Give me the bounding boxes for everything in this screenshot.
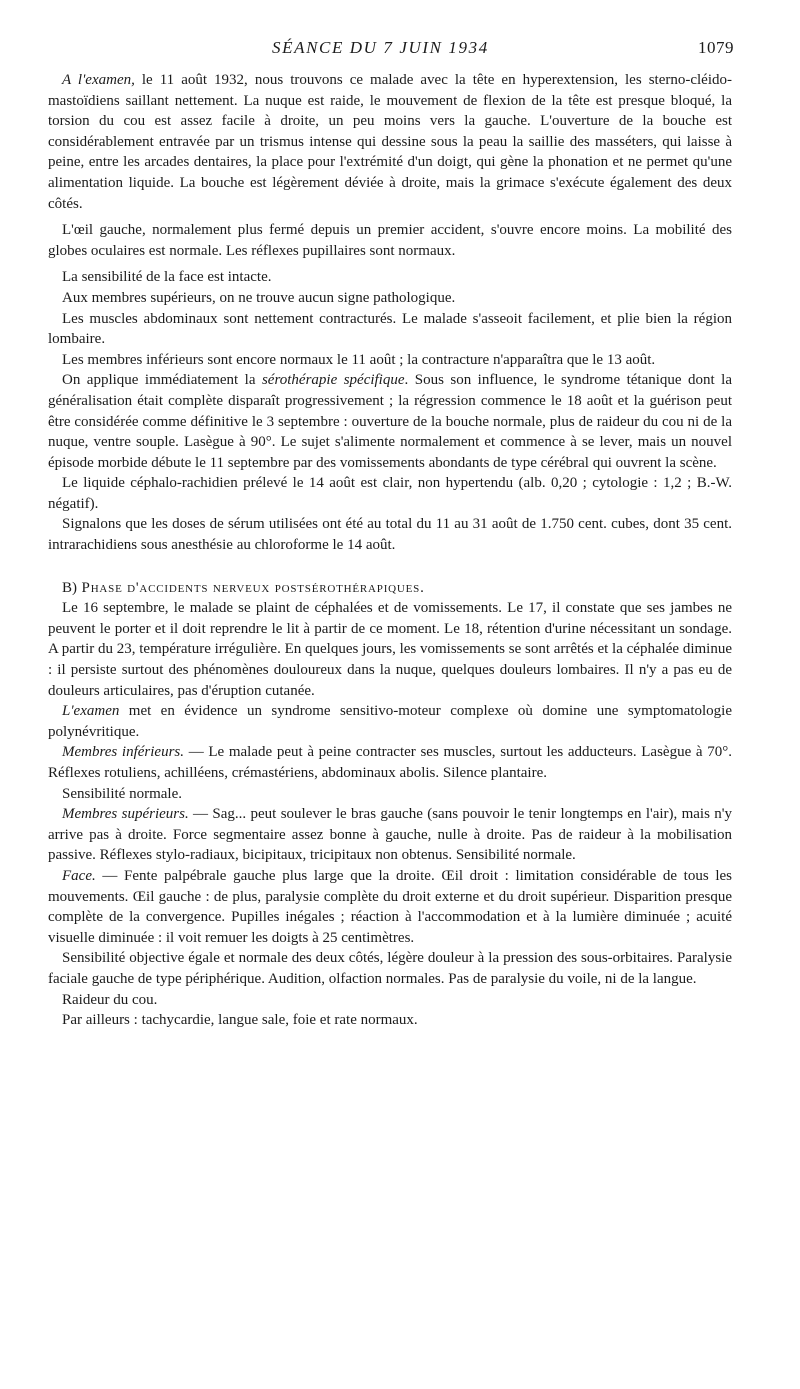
- paragraph-examen: [48, 70, 732, 214]
- paragraph-text: le 11 août 1932, nous trouvons ce malade avec la tête en hyperextension, les sterno-cléido-mastoïdiens saillant nettement. La nuque est raide, le mouvement de flexion de la tête est presque bloqué, la torsion du cou est assez facile à droite, un peu moins vers la gauche. L'ouverture de la bouche est considérablement entravée par un trismus intense qui dessine sous la peau la saillie des masséters, qui laisse à peine, entre les arcades dentaires, la place pour l'extrémité d'un doigt, qui gène la phonation et ne permet qu'une alimentation liquide. La bouche est légèrement déviée à droite, mais la grimace s'exécute également des deux côtés.: [48, 72, 733, 212]
- paragraph-text: Le 16 septembre, le malade se plaint de céphalées et de vomissements. Le 17, il constate que ses jambes ne peuvent le porter et il doit reprendre le lit à partir de ce moment. Le 18, rétention d'urine nécessitant un sondage. A partir du 23, température irrégulière. En quelques jours, les vomissements se sont arrêtés et la céphalée diminue : il persiste surtout des phénomènes douloureux dans la nuque, quelques douleurs lombaires. Il n'y a pas eu de douleurs articulaires, pas d'éruption cutanée.: [48, 600, 732, 699]
- paragraph-muscles-abdominaux: [48, 309, 732, 350]
- paragraph-membres-inferieurs: [48, 350, 732, 371]
- section-title: Phase d'accidents nerveux postsérothérapiques.: [77, 579, 425, 596]
- section-heading-phase-b: [48, 578, 732, 599]
- paragraph-16-septembre: [48, 598, 732, 701]
- paragraph-text: Les muscles abdominaux sont nettement contracturés. Le malade s'asseoit facilement, et plie bien la région lombaire.: [48, 310, 732, 348]
- paragraph-sensibilite-face: [48, 267, 732, 288]
- paragraph-doses-serum: [48, 514, 732, 555]
- paragraph-lead: Membres supérieurs.: [62, 806, 189, 823]
- paragraph-sensibilite: [48, 784, 732, 805]
- paragraph-lead: L'examen: [62, 703, 120, 720]
- paragraph-lead: Face.: [62, 867, 96, 884]
- paragraph-text: On applique immédiatement la: [62, 372, 262, 389]
- paragraph-text: L'œil gauche, normalement plus fermé depuis un premier accident, s'ouvre encore moins. La mobilité des globes oculaires est normale. Les réflexes pupillaires sont normaux.: [48, 222, 732, 259]
- paragraph-text: Sensibilité objective égale et normale des deux côtés, légère douleur à la pression des sous-orbitaires. Paralysie faciale gauche de type périphérique. Audition, olfaction normales. Pas de paralysie du voile, ni de la langue.: [48, 950, 732, 987]
- paragraph-membres-superieurs-2: [48, 804, 732, 866]
- paragraph-examen-syndrome: [48, 701, 732, 742]
- page-number: 1079: [698, 38, 734, 57]
- paragraph-text: Aux membres supérieurs, on ne trouve aucun signe pathologique.: [62, 289, 456, 306]
- paragraph-text: Signalons que les doses de sérum utilisées ont été au total du 11 au 31 août de 1.750 cent. cubes, dont 35 cent. intrarachidiens sous anesthésie au chloroforme le 14 août.: [48, 516, 732, 554]
- paragraph-membres-superieurs: [48, 288, 732, 309]
- paragraph-text: Les membres inférieurs sont encore normaux le 11 août ; la contracture n'apparaîtra que le 13 août.: [62, 351, 656, 368]
- paragraph-text: — Sag... peut soulever le bras gauche (sans pouvoir le tenir longtemps en l'air), mais n'y arrive pas à droite. Force segmentaire assez bonne à gauche, nulle à droite. Pas de raideur à la mobilisation passive. Réflexes stylo-radiaux, bicipitaux, tricipitaux non obtenus. Sensibilité normale.: [48, 806, 733, 864]
- paragraph-text: Raideur du cou.: [62, 991, 158, 1008]
- paragraph-face: [48, 866, 732, 948]
- paragraph-raideur: [48, 990, 732, 1011]
- paragraph-text: Sensibilité normale.: [62, 785, 182, 802]
- paragraph-text: . Sous son influence, le syndrome tétanique dont la généralisation était complète disparaît progressivement ; la régression commence le 18 août et la guérison peut être considérée comme définitive le 3 septembre : ouverture de la bouche normale, plus de raideur du cou ni de la nuque, ventre souple. Lasègue à 90°. Le sujet s'alimente normalement et commence à se lever, mais un nouvel épisode morbide débute le 11 septembre par des vomissements abondants de type cérébral qui ouvrent la scène.: [48, 372, 732, 471]
- paragraph-serotherapie: [48, 370, 732, 473]
- paragraph-text: Le liquide céphalo-rachidien prélevé le 14 août est clair, non hypertendu (alb. 0,20 ; cytologie : 1,2 ; B.-W. négatif).: [48, 475, 732, 512]
- paragraph-membres-inferieurs-2: [48, 742, 732, 783]
- paragraph-text: La sensibilité de la face est intacte.: [62, 269, 272, 286]
- paragraph-emphasis: sérothérapie spécifique: [261, 372, 405, 389]
- paragraph-text: Par ailleurs : tachycardie, langue sale, foie et rate normaux.: [62, 1012, 418, 1029]
- paragraph-lead: Membres inférieurs.: [62, 744, 185, 761]
- running-title: SÉANCE DU 7 JUIN 1934: [272, 38, 489, 57]
- article-body: [48, 70, 732, 1031]
- paragraph-text: — Le malade peut à peine contracter ses muscles, surtout les adducteurs. Lasègue à 70°. Réflexes rotuliens, achilléens, crémastériens, abdominaux abolis. Silence plantaire.: [48, 744, 732, 781]
- paragraph-text: met en évidence un syndrome sensitivo-moteur complexe où domine une symptomatologie polynévritique.: [48, 703, 732, 740]
- paragraph-oeil: [48, 220, 732, 261]
- section-letter: B): [62, 579, 77, 596]
- paragraph-lead: A l'examen,: [62, 72, 135, 88]
- page-header: [0, 38, 800, 62]
- paragraph-sensibilite-objective: [48, 948, 732, 989]
- paragraph-text: — Fente palpébrale gauche plus large que la droite. Œil droit : limitation considérable de tous les mouvements. Œil gauche : de plus, paralysie complète du droit externe et du droit supérieur. Disparition presque complète de la convergence. Pupilles inégales ; réaction à l'accommodation et à la lumière diminuée ; acuité visuelle diminuée : il voit remuer les doigts à 25 centimètres.: [48, 867, 732, 946]
- paragraph-liquide: [48, 473, 732, 514]
- paragraph-par-ailleurs: [48, 1010, 732, 1031]
